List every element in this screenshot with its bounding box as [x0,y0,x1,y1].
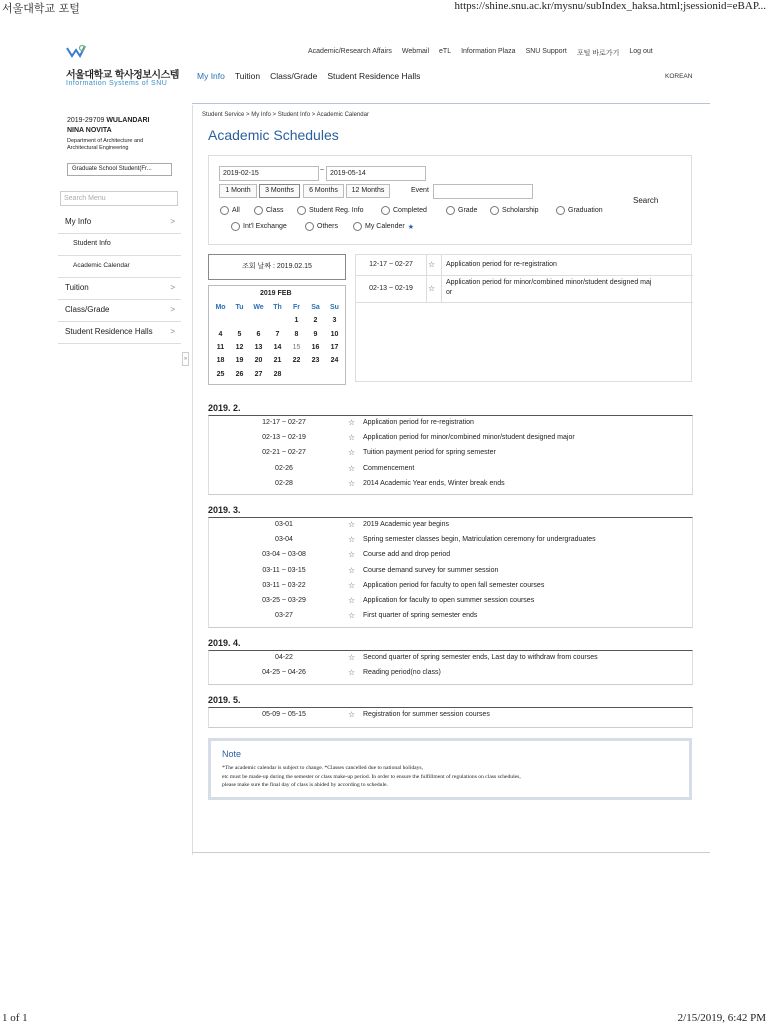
sidebar-item-academic-calendar[interactable] [58,256,181,278]
calendar-day[interactable]: 7 [275,330,280,338]
weekday-label: Su [330,304,339,311]
calendar-day[interactable]: 2 [313,317,318,325]
topnav-snu-support[interactable]: SNU Support [525,48,567,55]
filter-others[interactable] [305,222,338,231]
star-icon[interactable]: ☆ [348,580,356,590]
star-icon[interactable]: ☆ [348,668,356,678]
star-icon[interactable]: ☆ [348,463,356,473]
event-text: Application period for minor/combined minor/student designed maj [446,279,652,286]
radio-icon [381,206,390,215]
query-date: 조회 날짜 : 2019.02.15 [208,254,346,280]
filter-label: Student Reg. Info [309,207,364,214]
sidebar-item-student-info[interactable] [58,234,181,256]
cell-divider [441,255,442,276]
filter-label: Class [266,207,284,214]
month-events-may [208,707,693,728]
star-icon[interactable]: ☆ [348,478,356,488]
filter-label: Grade [458,207,478,214]
dept-line1: Department of Architecture and [67,138,144,144]
filter-label: Completed [393,207,427,214]
calendar-day[interactable]: 10 [330,330,339,338]
star-icon[interactable]: ☆ [348,596,356,605]
event-text: Application for faculty to open summer session courses [363,597,535,604]
note-line: etc must be made-up during the semester or class make-up period. In order to ensure the fulfillment of regulations on class schedules, [222,773,521,780]
sidebar-item-class-grade[interactable] [58,300,181,322]
filter-label: All [232,207,240,214]
event-date: 02-21 ~ 02-27 [262,449,306,457]
month-events-apr [208,650,693,685]
brand-name-kr[interactable]: 서울대학교 학사정보시스템 [66,70,179,81]
topnav-etl[interactable]: eTL [439,48,452,55]
event-text: Reading period(no class) [363,669,441,677]
event-label: Event [411,187,429,194]
date-range-separator: ~ [320,167,325,174]
calendar-day[interactable]: 18 [216,357,225,365]
star-icon[interactable]: ☆ [348,565,356,575]
event-text: Course demand survey for summer session [363,566,499,574]
topnav-portal-shortcut[interactable]: 포털 바로가기 [576,50,620,57]
table-row [356,276,693,303]
chevron-right-icon: > [170,327,175,336]
topnav-academic-research[interactable]: Academic/Research Affairs [308,48,392,55]
star-icon[interactable]: ☆ [348,550,356,560]
calendar-day[interactable]: 1 [294,317,299,325]
month-events-feb [208,415,693,495]
range-12-months-button[interactable]: 12 Months [346,184,390,198]
cell-divider [426,276,427,303]
calendar-day[interactable]: 27 [254,370,263,378]
event-date: 04-25 ~ 04-26 [262,669,306,677]
weekday-label: Mo [215,304,226,311]
breadcrumb: Student Service > My Info > Student Info > Academic Calendar [202,112,369,118]
filter-intl-exchange[interactable] [231,222,287,231]
event-text: Application period for minor/combined minor/student designed major [363,434,575,442]
filter-my-calendar[interactable] [353,222,414,231]
user-name-line2: NINA NOVITA [67,127,112,134]
event-date: 03-04 ~ 03-08 [262,551,306,559]
range-1-month-button[interactable]: 1 Month [219,184,257,198]
user-id: 2019-29709 [67,117,105,124]
calendar-day[interactable]: 24 [330,357,339,365]
selected-day-events [355,254,692,382]
print-datetime: 2/15/2019, 6:42 PM [677,1012,766,1024]
event-date: 03-11 ~ 03-15 [262,566,306,574]
event-text: Registration for summer session courses [363,711,490,718]
event-text: Tuition payment period for spring semester [363,449,496,457]
event-text: Commencement [363,464,415,472]
star-icon[interactable]: ☆ [348,535,356,545]
utility-nav [308,48,653,58]
event-text: First quarter of spring semester ends [363,612,478,620]
print-page-count: 1 of 1 [2,1012,28,1024]
note-title: Note [222,749,242,759]
calendar-day[interactable]: 6 [256,330,261,338]
star-icon[interactable]: ☆ [348,520,356,529]
calendar-day[interactable]: 25 [216,370,225,378]
event-text: 2019 Academic year begins [363,521,449,528]
radio-icon [446,206,455,215]
star-filled-icon: ★ [407,223,414,231]
radio-icon [254,206,263,215]
search-button[interactable]: Search [633,196,659,205]
event-date: 03-27 [275,612,293,620]
star-icon[interactable]: ☆ [348,448,356,458]
filter-label: Graduation [568,207,603,214]
content-left-border [192,105,193,855]
event-date: 05-09 ~ 05-15 [262,711,306,718]
user-department [67,138,177,152]
calendar-day[interactable]: 21 [273,357,282,365]
calendar-day[interactable]: 16 [311,343,320,351]
calendar-day[interactable]: 4 [218,330,223,338]
sidebar-item-label: Student Residence Halls [65,327,153,336]
star-icon[interactable]: ☆ [428,260,436,269]
radio-icon [556,206,565,215]
filter-completed[interactable] [381,206,427,215]
month-heading: 2019. 3. [208,505,241,515]
calendar-month: 2019 FEB [260,290,292,297]
sidebar-item-label: Academic Calendar [73,262,130,269]
nav-class-grade[interactable]: Class/Grade [270,71,318,81]
nav-residence-halls[interactable]: Student Residence Halls [327,71,421,81]
calendar-day[interactable]: 20 [254,357,263,365]
filter-label: Others [317,223,339,230]
range-3-months-button[interactable]: 3 Months [259,184,300,198]
event-text: Spring semester classes begin, Matriculation ceremony for undergraduates [363,536,596,544]
search-menu-input[interactable]: Search Menu [60,191,178,206]
topnav-webmail[interactable]: Webmail [401,48,430,55]
language-toggle[interactable]: KOREAN [665,73,693,80]
filter-all[interactable] [220,206,240,215]
sidebar-item-label: Tuition [65,283,89,292]
main-nav [197,71,420,81]
note-text [222,764,687,790]
date-to-input[interactable]: 2019-05-14 [326,166,426,181]
calendar-day-today[interactable]: 15 [292,343,301,351]
star-icon[interactable]: ☆ [348,418,356,427]
filter-label: Scholarship [502,207,539,214]
user-name-line1: WULANDARI [106,117,150,124]
sidebar-item-label: Student Info [73,240,111,247]
filter-student-reg-info[interactable] [297,206,363,215]
event-text: Application period for re-registration [363,419,474,426]
star-icon[interactable]: ☆ [348,433,356,443]
weekday-label: Fr [293,304,300,311]
star-icon[interactable]: ☆ [428,284,436,293]
event-date: 12-17 ~ 02-27 [369,261,413,268]
calendar-day[interactable]: 9 [313,330,318,338]
radio-icon [353,222,362,231]
weekday-label: We [253,304,264,311]
sidebar-item-label: My Info [65,217,92,226]
calendar-day[interactable]: 8 [294,330,299,338]
chevron-right-icon: > [170,217,175,226]
month-heading: 2019. 5. [208,695,241,705]
event-date: 03-11 ~ 03-22 [262,581,306,589]
calendar-day[interactable]: 26 [235,370,244,378]
event-date: 02-13 ~ 02-19 [262,434,306,442]
filter-grade[interactable] [446,206,477,215]
dept-line2: Architectural Engineering [67,145,129,151]
filter-class[interactable] [254,206,284,215]
snu-logo-icon [66,44,86,60]
print-title: 서울대학교 포털 [2,2,80,15]
star-icon[interactable]: ☆ [348,611,356,621]
month-heading: 2019. 2. [208,403,241,413]
event-text: Second quarter of spring semester ends, Last day to withdraw from courses [363,654,598,661]
month-heading: 2019. 4. [208,638,241,648]
radio-icon [231,222,240,231]
radio-icon [305,222,314,231]
chevron-right-icon: > [170,305,175,314]
event-text-continued: or [446,289,453,296]
chevron-right-icon: > [170,283,175,292]
event-text: 2014 Academic Year ends, Winter break ends [363,479,505,487]
sidebar-item-residence-halls[interactable] [58,322,181,344]
nav-tuition[interactable]: Tuition [234,71,261,81]
nav-divider [192,103,710,104]
date-from-input[interactable]: 2019-02-15 [219,166,319,181]
topnav-information-plaza[interactable]: Information Plaza [461,48,516,55]
logout-link[interactable]: Log out [629,48,653,55]
radio-icon [220,206,229,215]
radio-icon [297,206,306,215]
nav-my-info[interactable]: My Info [197,71,225,81]
calendar-day[interactable]: 14 [273,343,282,351]
note-line: please make sure the final day of class is abided by according to schedule. [222,782,388,788]
event-date: 02-28 [275,479,293,487]
user-info [67,116,150,136]
content-bottom-border [192,852,710,853]
filter-label: My Calender [365,223,405,230]
event-text: Application period for faculty to open fall semester courses [363,581,545,589]
table-row [356,255,693,276]
calendar-day[interactable]: 22 [292,357,301,365]
event-date: 03-25 ~ 03-29 [262,597,306,604]
print-header [0,0,768,16]
calendar-day[interactable]: 5 [237,330,242,338]
range-6-months-button[interactable]: 6 Months [303,184,344,198]
event-date: 03-04 [275,536,293,544]
weekday-label: Tu [235,304,244,311]
event-text: Course add and drop period [363,551,451,559]
cell-divider [426,255,427,276]
star-icon[interactable]: ☆ [348,710,356,719]
filter-label: Int'l Exchange [243,223,287,230]
filter-scholarship[interactable] [490,206,539,215]
event-date: 03-01 [275,521,293,528]
note-line: *The academic calendar is subject to change. *Classes cancelled due to national holidays, [222,765,423,771]
event-date: 04-22 [275,654,293,661]
star-icon[interactable]: ☆ [348,653,356,662]
calendar-day[interactable]: 17 [330,343,339,351]
filter-graduation[interactable] [556,206,603,215]
sidebar-item-tuition[interactable] [58,278,181,300]
weekday-label: Th [273,304,282,311]
program-select[interactable]: Graduate School Student(Fr... [67,163,172,176]
cell-divider [441,276,442,303]
sidebar-item-my-info[interactable] [58,212,181,234]
event-date: 12-17 ~ 02-27 [262,419,306,426]
event-input[interactable] [433,184,533,199]
print-url: https://shine.snu.ac.kr/mysnu/subIndex_haksa.html;jsessionid=eBAP... [454,0,766,12]
radio-icon [490,206,499,215]
event-text: Application period for re-registration [446,261,557,268]
brand-name-en: Information Systems of SNU [66,80,168,87]
page-title: Academic Schedules [208,127,339,143]
event-date: 02-26 [275,464,293,472]
calendar-day[interactable]: 3 [332,317,337,325]
calendar-day[interactable]: 13 [254,343,263,351]
event-date: 02-13 ~ 02-19 [369,285,413,292]
calendar-day[interactable]: 23 [311,357,320,365]
calendar-day[interactable]: 19 [235,357,244,365]
month-events-mar [208,517,693,628]
weekday-label: Sa [311,304,320,311]
calendar-day[interactable]: 28 [273,370,282,378]
calendar-day[interactable]: 12 [235,343,244,351]
calendar-day[interactable]: 11 [216,343,225,351]
sidebar-collapse-button[interactable]: » [182,352,189,366]
sidebar-item-label: Class/Grade [65,305,110,314]
